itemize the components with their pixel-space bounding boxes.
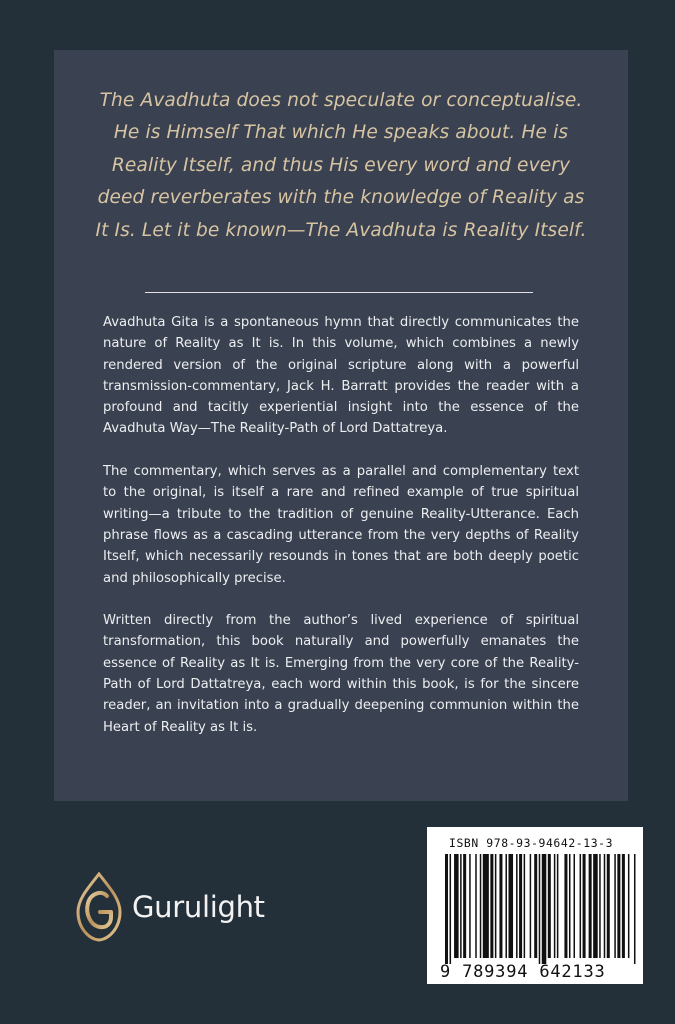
- barcode-bar: [542, 854, 547, 964]
- barcode-bar: [495, 854, 497, 958]
- barcode-bar: [554, 854, 556, 958]
- barcode-bar: [519, 854, 522, 958]
- barcode-bar: [524, 854, 526, 958]
- blurb: [103, 312, 579, 759]
- cover-quote: The Avadhuta does not speculate or conceptualise. He is Himself That which He speaks about. He is Reality Itself, and thus His every word and every deed reverberates with the knowledge of Reality as It Is. Let it be known—The Avadhuta is Reality Itself.: [95, 90, 587, 241]
- barcode-bar: [548, 854, 551, 958]
- barcode-bar: [480, 854, 482, 958]
- barcode-bar: [593, 854, 598, 958]
- barcode-bar: [574, 854, 576, 958]
- barcode-bar: [557, 854, 559, 958]
- barcode-bar: [445, 854, 448, 964]
- barcode-bar: [534, 854, 537, 958]
- barcode-bar: [490, 854, 493, 958]
- barcode-bar: [607, 854, 610, 958]
- barcode-bar: [569, 854, 571, 958]
- barcode-bar: [475, 854, 477, 958]
- barcode-bar: [617, 854, 620, 958]
- barcode-bar: [634, 854, 636, 964]
- gurulight-logo-icon: [76, 872, 122, 942]
- isbn-barcode: [445, 854, 637, 964]
- blurb-paragraph-2: The commentary, which serves as a parallel and complementary text to the original, is itself a rare and refined example of true spiritual writing—a tribute to the tradition of genuine Reality-Utterance. Each phrase flows as a cascading utterance from the very depths of Reality Itself, which necessarily resounds in tones that are both deeply poetic and philosophically precise.: [103, 464, 579, 586]
- barcode-bar: [614, 854, 616, 958]
- barcode-bar: [516, 854, 518, 958]
- barcode-bar: [589, 854, 592, 958]
- publisher-name: Gurulight: [132, 890, 265, 924]
- barcode-bar: [530, 854, 532, 958]
- isbn-label: ISBN 978-93-94642-13-3: [449, 836, 614, 850]
- publisher-logo: [76, 872, 265, 942]
- barcode-digits: 9 789394 642133: [440, 962, 606, 982]
- barcode-bar: [450, 854, 452, 964]
- barcode-bar: [604, 854, 606, 958]
- barcode-bar: [469, 854, 471, 958]
- barcode-bar: [564, 854, 567, 958]
- barcode-bar: [509, 854, 514, 958]
- barcode-bar: [622, 854, 625, 958]
- barcode-bar: [483, 854, 489, 958]
- barcode-bar: [454, 854, 459, 958]
- barcode-bar: [463, 854, 466, 958]
- barcode-bar: [505, 854, 507, 958]
- barcode-bar: [628, 854, 630, 958]
- barcode-bar: [583, 854, 586, 958]
- divider-rule: [145, 292, 533, 293]
- barcode-bar: [460, 854, 462, 958]
- barcode-bar: [580, 854, 582, 958]
- barcode-bar: [539, 854, 541, 964]
- blurb-paragraph-3: Written directly from the author’s lived experience of spiritual transformation, this book naturally and powerfully emanates the essence of Reality as It is. Emerging from the very core of the Reality-Path of Lord Dattatreya, each word within this book, is for the sincere reader, an invitation into a gradually deepening communion within the Heart of Reality as It is.: [103, 613, 579, 735]
- blurb-paragraph-1: Avadhuta Gita is a spontaneous hymn that directly communicates the nature of Reality as It is. In this volume, which combines a newly rendered version of the original scripture along with a powerful transmission-commentary, Jack H. Barratt provides the reader with a profound and tacitly experiential insight into the essence of the Avadhuta Way—The Reality-Path of Lord Dattatreya.: [103, 315, 579, 437]
- barcode-bar: [499, 854, 502, 958]
- barcode-bar: [599, 854, 601, 958]
